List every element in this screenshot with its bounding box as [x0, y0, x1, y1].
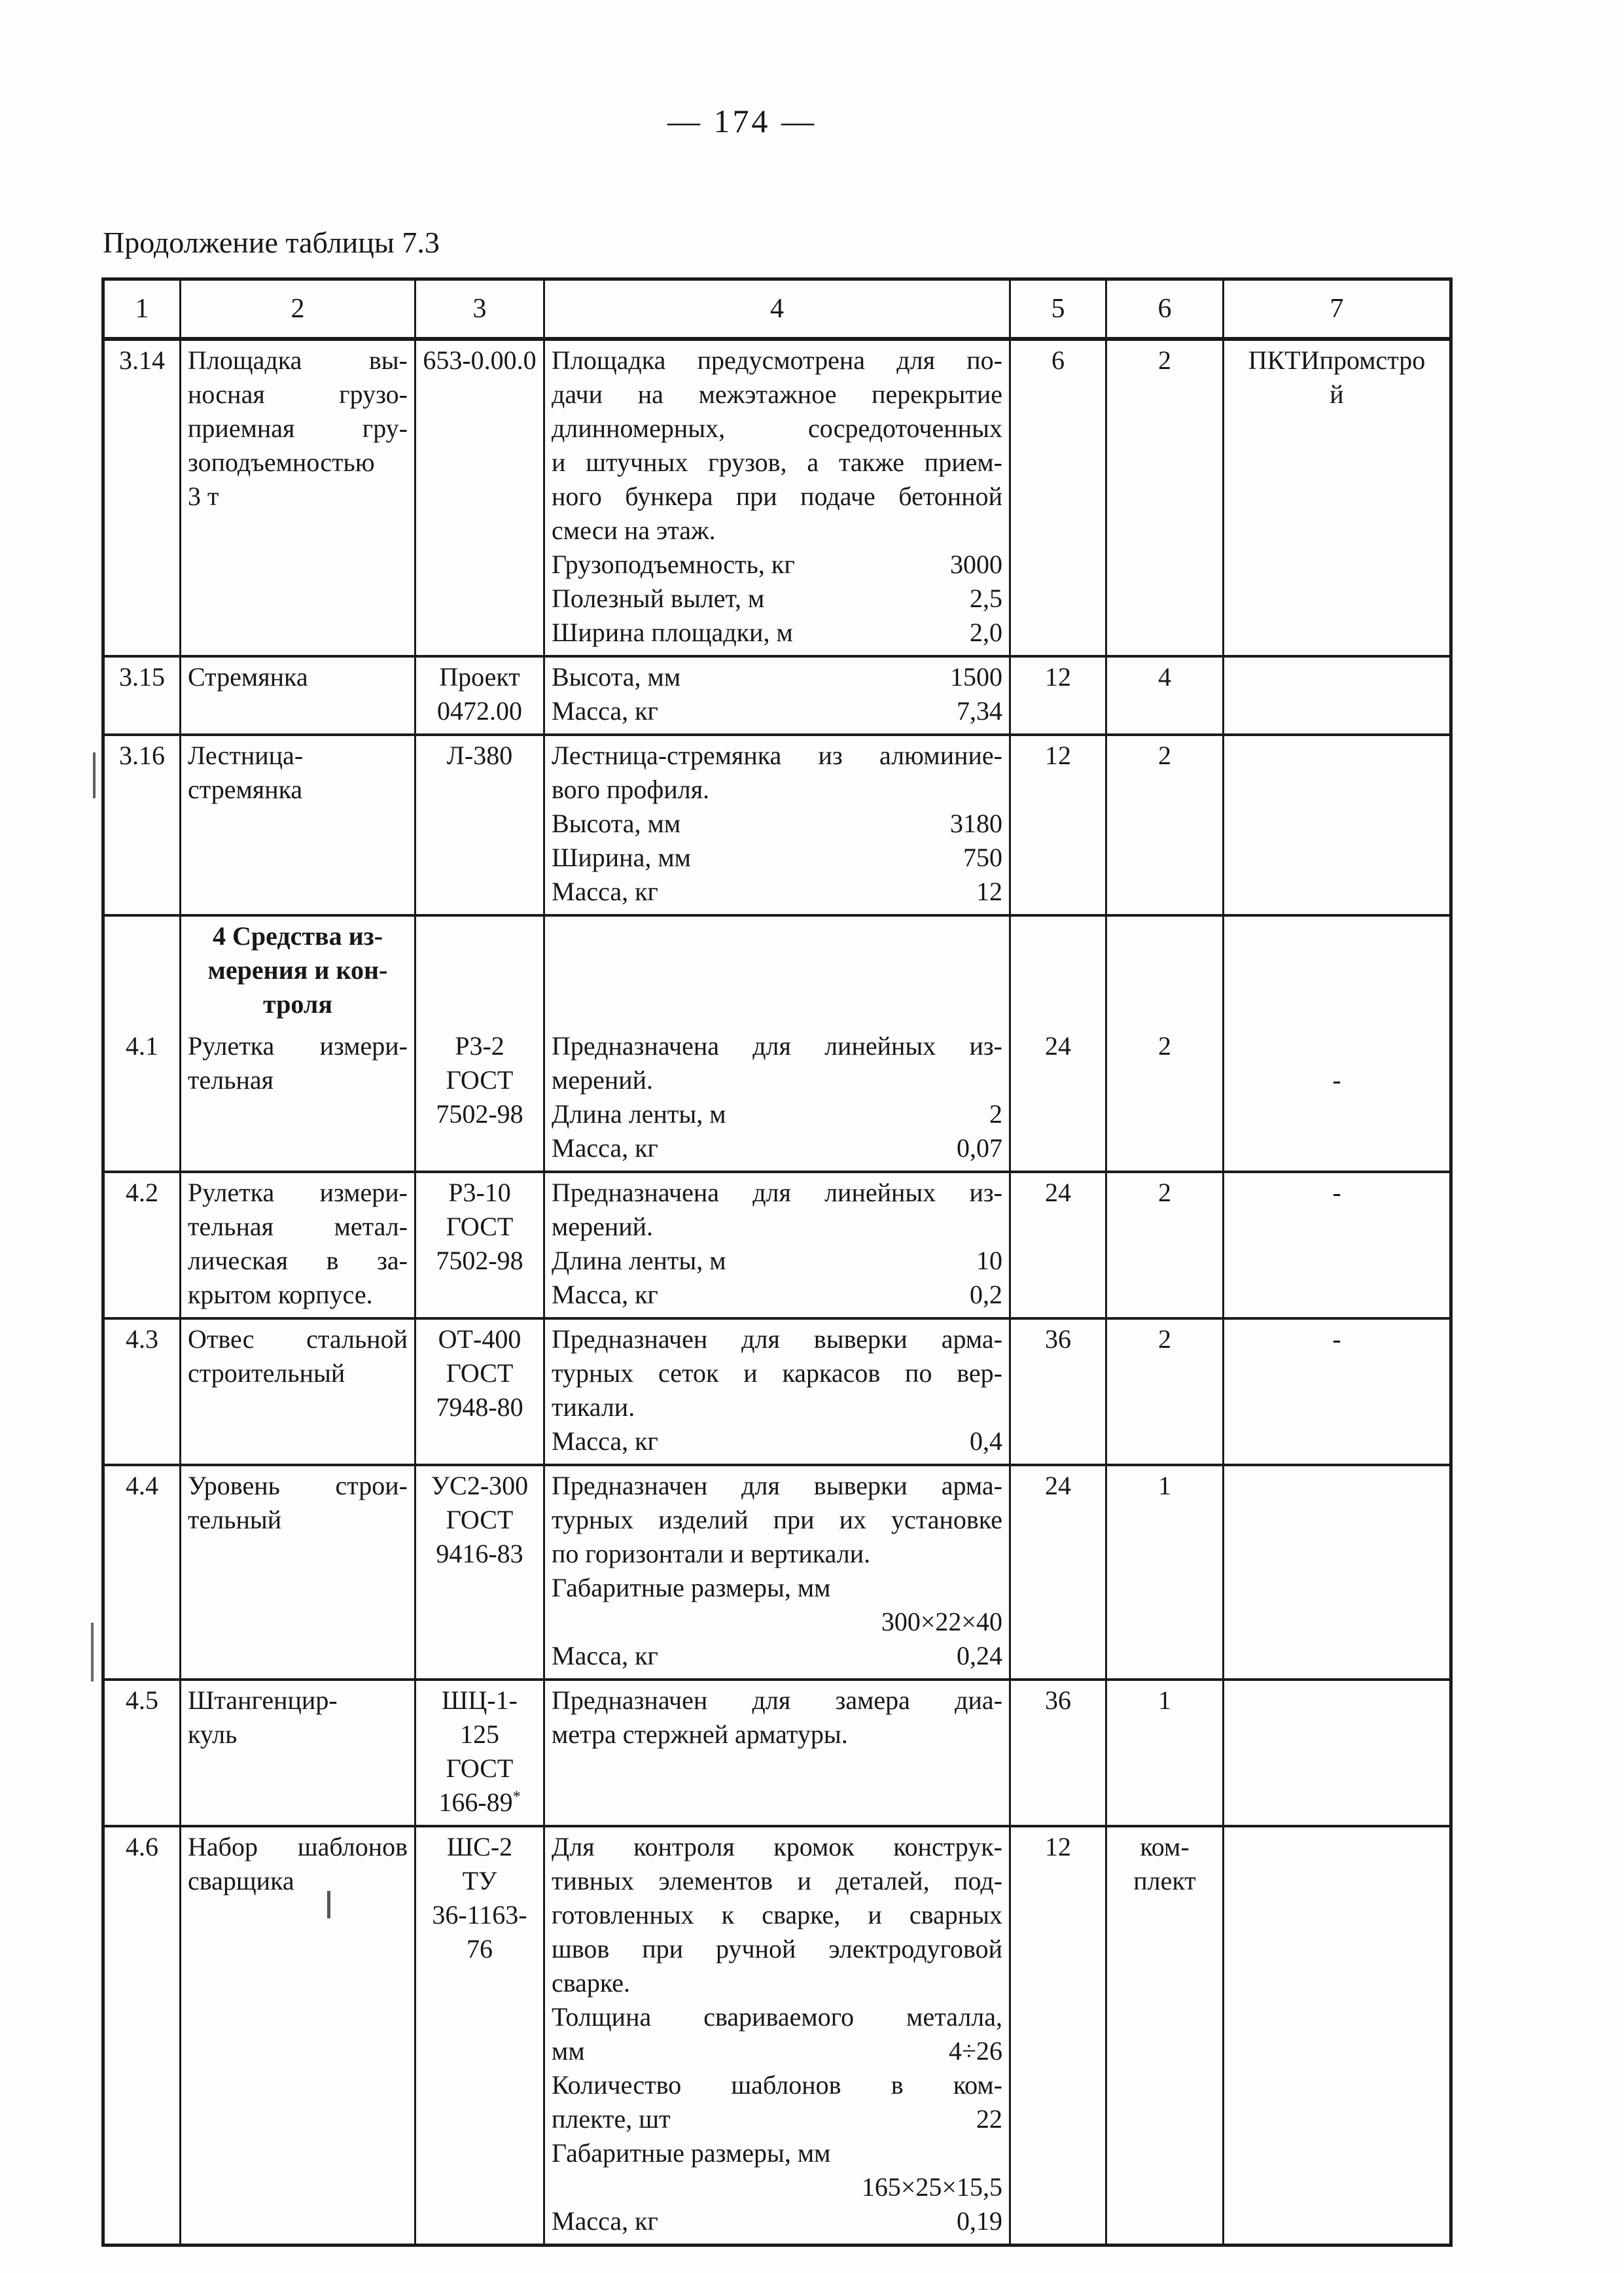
cell-org [1224, 1465, 1451, 1680]
table-body [103, 339, 1451, 2246]
cell-description: Предназначен для замера диа- метра стержней арматуры. [544, 1680, 1010, 1826]
cell-number: 3.15 [103, 656, 181, 735]
scan-artifact [91, 1623, 94, 1682]
cell-count: 1 [1106, 1465, 1224, 1680]
cell-qty: 36 [1010, 1680, 1106, 1826]
cell-section-title: 4 Средства из- мерения и кон- троля [181, 915, 415, 1027]
table-row-3.15 [103, 656, 1451, 735]
column-header-6: 6 [1106, 279, 1224, 340]
cell-org: - [1224, 1172, 1451, 1318]
cell-number: 3.14 [103, 339, 181, 656]
cell-type: Л-380 [415, 735, 544, 915]
cell-number: 4.6 [103, 1826, 181, 2246]
cell-name: Набор шаблонов сварщика [181, 1826, 415, 2246]
cell-org [1224, 1826, 1451, 2246]
cell-description: Предназначен для выверки арма- турных изделий при их установке по горизонтали и вертикали. Габаритные размеры, мм 300×22×40 Масса, кг 0,24 [544, 1465, 1010, 1680]
cell-name: Отвес стальной строительный [181, 1318, 415, 1465]
cell-count: ком- плект [1106, 1826, 1224, 2246]
cell-name: Штангенцир- куль [181, 1680, 415, 1826]
cell-description: Предназначена для линейных из- мерений. Длина ленты, м 2 Масса, кг 0,07 [544, 1027, 1010, 1172]
column-header-4: 4 [544, 279, 1010, 340]
cell-number: 4.4 [103, 1465, 181, 1680]
cell-count: 1 [1106, 1680, 1224, 1826]
table-caption: Продолжение таблицы 7.3 [103, 226, 440, 259]
cell-count: 2 [1106, 1027, 1224, 1172]
cell-type: ШЦ-1-125 ГОСТ 166-89* [415, 1680, 544, 1826]
cell-name: Лестница- стремянка [181, 735, 415, 915]
cell-count: 2 [1106, 735, 1224, 915]
cell-org [1224, 1680, 1451, 1826]
cell-type: Проект 0472.00 [415, 656, 544, 735]
cell-name: Рулетка измери- тельная метал- лическая в за- крытом корпусе. [181, 1172, 415, 1318]
cell-number: 4.2 [103, 1172, 181, 1318]
cell-type: ШС-2 ТУ 36-1163- 76 [415, 1826, 544, 2246]
cell-org [1224, 656, 1451, 735]
cell-qty: 12 [1010, 735, 1106, 915]
page-number: — 174 — [667, 103, 817, 139]
cell-qty: 36 [1010, 1318, 1106, 1465]
table-row-3.16 [103, 735, 1451, 915]
cell-empty [1010, 915, 1106, 1027]
cell-empty [1224, 915, 1451, 1027]
cell-description: Предназначена для линейных из- мерений. Длина ленты, м 10 Масса, кг 0,2 [544, 1172, 1010, 1318]
table-row-4.6 [103, 1826, 1451, 2246]
cell-number: 4.5 [103, 1680, 181, 1826]
cell-count: 2 [1106, 1318, 1224, 1465]
cell-qty: 24 [1010, 1027, 1106, 1172]
column-header-7: 7 [1224, 279, 1451, 340]
cell-name: Рулетка измери- тельная [181, 1027, 415, 1172]
cell-empty [544, 915, 1010, 1027]
cell-qty: 12 [1010, 1826, 1106, 2246]
cell-type: 653-0.00.0 [415, 339, 544, 656]
cell-org: - [1224, 1318, 1451, 1465]
table-row-4.4 [103, 1465, 1451, 1680]
equipment-table [101, 277, 1453, 2247]
column-header-5: 5 [1010, 279, 1106, 340]
column-header-2: 2 [181, 279, 415, 340]
cell-name: Стремянка [181, 656, 415, 735]
cell-type: Р3-10 ГОСТ 7502-98 [415, 1172, 544, 1318]
table-row-4.2 [103, 1172, 1451, 1318]
cell-number: 3.16 [103, 735, 181, 915]
cell-name: Площадка вы- носная грузо- приемная гру- зоподъемностью 3 т [181, 339, 415, 656]
cell-qty: 24 [1010, 1465, 1106, 1680]
table-header [103, 279, 1451, 340]
cell-type: ОТ-400 ГОСТ 7948-80 [415, 1318, 544, 1465]
cell-number: 4.1 [103, 1027, 181, 1172]
cell-org: ПКТИпромстро й [1224, 339, 1451, 656]
cell-number [103, 915, 181, 1027]
cell-empty [415, 915, 544, 1027]
cell-description: Предназначен для выверки арма- турных сеток и каркасов по вер- тикали. Масса, кг 0,4 [544, 1318, 1010, 1465]
cell-description: Высота, мм 1500 Масса, кг 7,34 [544, 656, 1010, 735]
cell-count: 2 [1106, 339, 1224, 656]
table-header-row [103, 279, 1451, 340]
table-row-4.5 [103, 1680, 1451, 1826]
cell-description: Лестница-стремянка из алюминие- вого профиля. Высота, мм 3180 Ширина, мм 750 Масса, кг 12 [544, 735, 1010, 915]
cell-type: Р3-2 ГОСТ 7502-98 [415, 1027, 544, 1172]
scan-artifact [93, 752, 96, 798]
cell-count: 4 [1106, 656, 1224, 735]
cell-name: Уровень строи- тельный [181, 1465, 415, 1680]
table-row-4.1 [103, 1027, 1451, 1172]
cell-org [1224, 735, 1451, 915]
column-header-1: 1 [103, 279, 181, 340]
table-row-4.3 [103, 1318, 1451, 1465]
cell-qty: 12 [1010, 656, 1106, 735]
cell-org: - [1224, 1027, 1451, 1172]
cell-type: УС2-300 ГОСТ 9416-83 [415, 1465, 544, 1680]
scan-artifact [327, 1891, 330, 1918]
cell-count: 2 [1106, 1172, 1224, 1318]
cell-empty [1106, 915, 1224, 1027]
cell-number: 4.3 [103, 1318, 181, 1465]
section-header-row [103, 915, 1451, 1027]
cell-description: Площадка предусмотрена для по- дачи на межэтажное перекрытие длинномерных, сосредоточенных и штучных грузов, а также прием- ного бункера при подаче бетонной смеси на этаж. Грузоподъемность, кг 3000 Полезный вылет, м 2,5 Ширина площадки, м 2,0 [544, 339, 1010, 656]
cell-description: Для контроля кромок конструк- тивных элементов и деталей, под- готовленных к сварке, и сварных швов при ручной электродуговой сварке. Толщина свариваемого металла, мм 4÷26 Количество шаблонов в ком- плекте, шт 22 Габаритные размеры, мм 165×25×15,5 Масса, кг 0,19 [544, 1826, 1010, 2246]
cell-qty: 24 [1010, 1172, 1106, 1318]
table-row-3.14 [103, 339, 1451, 656]
cell-qty: 6 [1010, 339, 1106, 656]
column-header-3: 3 [415, 279, 544, 340]
